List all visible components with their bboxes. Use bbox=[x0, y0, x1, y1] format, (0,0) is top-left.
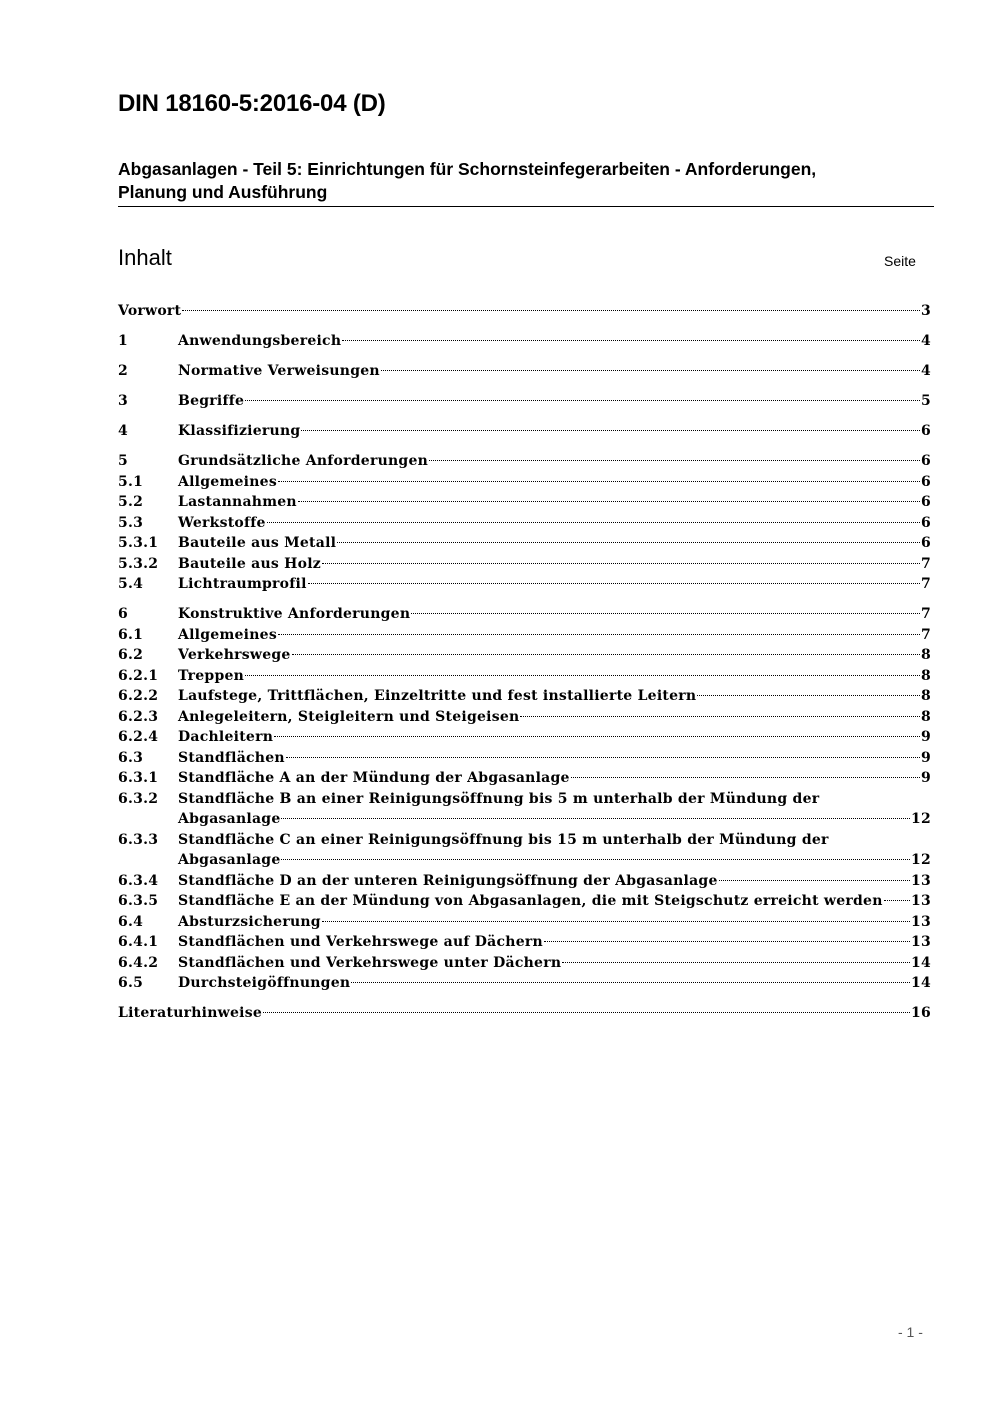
toc-dot-leader bbox=[544, 941, 910, 942]
toc-dot-leader bbox=[322, 921, 910, 922]
toc-entry-title: Abgasanlage bbox=[178, 852, 281, 868]
toc-entry-title: Allgemeines bbox=[178, 473, 277, 490]
toc-dot-leader bbox=[292, 654, 920, 655]
toc-entry-number: 6.2.3 bbox=[118, 708, 159, 725]
toc-entry-title: Standfläche B an einer Reinigungsöffnung bis 5 m unterhalb der Mündung der bbox=[178, 790, 820, 807]
toc-heading: Inhalt bbox=[118, 245, 172, 270]
toc-entry-title: Durchsteigöffnungen bbox=[178, 975, 351, 991]
toc-entry-title: Standflächen bbox=[178, 749, 285, 766]
toc-entry-number: 5.3.1 bbox=[118, 535, 159, 551]
toc-entry-title: Vorwort bbox=[118, 303, 182, 319]
toc-entry-number: 5.4 bbox=[118, 576, 144, 592]
toc-entry-1[interactable] bbox=[118, 331, 931, 352]
toc-entry-page: 8 bbox=[921, 708, 931, 725]
toc-entry-page: 6 bbox=[921, 473, 931, 490]
toc-dot-leader bbox=[298, 501, 920, 502]
toc-entry-5-3[interactable] bbox=[118, 513, 931, 534]
toc-entry-title: Werkstoffe bbox=[178, 514, 266, 531]
toc-entry-6-2-4[interactable] bbox=[118, 727, 931, 748]
toc-entry-number: 6.2 bbox=[118, 647, 144, 663]
toc-entry-title: Standfläche C an einer Reinigungsöffnung bis 15 m unterhalb der Mündung der bbox=[178, 831, 829, 848]
toc-entry-number: 6.5 bbox=[118, 975, 144, 991]
toc-entry-title: Standfläche D an der unteren Reinigungsöffnung der Abgasanlage bbox=[178, 872, 718, 889]
toc-entry-6-3-3[interactable] bbox=[118, 830, 931, 851]
toc-entry-6-3-1[interactable] bbox=[118, 768, 931, 789]
toc-entry-title: Anlegeleitern, Steigleitern und Steigeisen bbox=[178, 708, 520, 725]
toc-entry-6-3-2-continued[interactable] bbox=[118, 809, 931, 830]
toc-entry-title: Lastannahmen bbox=[178, 494, 297, 510]
toc-entry-page: 7 bbox=[921, 576, 931, 592]
toc-entry-6[interactable] bbox=[118, 604, 931, 625]
toc-dot-leader bbox=[562, 962, 910, 963]
toc-dot-leader bbox=[337, 542, 920, 543]
toc-dot-leader bbox=[245, 675, 920, 676]
toc-entry-number: 5.2 bbox=[118, 494, 144, 510]
toc-entry-page: 6 bbox=[921, 535, 931, 551]
toc-entry-3[interactable] bbox=[118, 391, 931, 412]
toc-entry-title: Standflächen und Verkehrswege auf Dächern bbox=[178, 934, 543, 950]
toc-entry-title: Standfläche A an der Mündung der Abgasanlage bbox=[178, 770, 570, 786]
toc-entry-6-2-2[interactable] bbox=[118, 686, 931, 707]
toc-entry-title: Literaturhinweise bbox=[118, 1005, 262, 1021]
toc-entry-number: 6.2.4 bbox=[118, 729, 159, 745]
toc-entry-title: Absturzsicherung bbox=[178, 913, 321, 930]
toc-entry-4[interactable] bbox=[118, 421, 931, 442]
header-divider bbox=[118, 206, 934, 207]
toc-entry-number: 5.1 bbox=[118, 473, 144, 490]
toc-entry-page: 6 bbox=[921, 453, 931, 469]
toc-entry-6-3-5[interactable] bbox=[118, 891, 931, 912]
toc-entry-title: Bauteile aus Holz bbox=[178, 555, 321, 572]
toc-entry-page: 6 bbox=[921, 423, 931, 439]
toc-entry-title: Lichtraumprofil bbox=[178, 576, 307, 592]
table-of-contents bbox=[118, 301, 931, 1024]
toc-entry-title: Klassifizierung bbox=[178, 423, 301, 439]
toc-entry-5-2[interactable] bbox=[118, 492, 931, 513]
toc-dot-leader bbox=[322, 563, 920, 564]
toc-entry-title: Normative Verweisungen bbox=[178, 363, 380, 379]
toc-entry-page: 13 bbox=[911, 913, 931, 930]
toc-entry-page: 13 bbox=[911, 893, 931, 909]
toc-entry-page: 9 bbox=[921, 749, 931, 766]
toc-entry-number: 6 bbox=[118, 606, 128, 622]
toc-entry-page: 13 bbox=[911, 934, 931, 950]
toc-dot-leader bbox=[381, 370, 920, 371]
toc-entry-number: 6.4.1 bbox=[118, 934, 159, 950]
toc-entry-title: Konstruktive Anforderungen bbox=[178, 606, 411, 622]
toc-entry-5[interactable] bbox=[118, 451, 931, 472]
toc-entry-5-3-1[interactable] bbox=[118, 533, 931, 554]
toc-entry-number: 5 bbox=[118, 453, 128, 469]
toc-entry-number: 6.1 bbox=[118, 626, 144, 643]
toc-entry-number: 2 bbox=[118, 363, 128, 379]
toc-dot-leader bbox=[697, 695, 920, 696]
toc-entry-5-3-2[interactable] bbox=[118, 554, 931, 575]
toc-entry-6-3-3-continued[interactable] bbox=[118, 850, 931, 871]
toc-entry-number: 6.3.4 bbox=[118, 872, 159, 889]
toc-entry-title: Treppen bbox=[178, 667, 245, 684]
toc-entry-number: 3 bbox=[118, 393, 128, 409]
toc-entry-literaturhinweise[interactable] bbox=[118, 1003, 931, 1024]
toc-entry-page: 4 bbox=[921, 363, 931, 379]
toc-entry-page: 9 bbox=[921, 770, 931, 786]
toc-dot-leader bbox=[278, 481, 920, 482]
toc-entry-title: Begriffe bbox=[178, 393, 245, 409]
toc-entry-6-4-1[interactable] bbox=[118, 932, 931, 953]
toc-dot-leader bbox=[884, 900, 910, 901]
toc-dot-leader bbox=[182, 310, 920, 311]
toc-dot-leader bbox=[281, 859, 910, 860]
toc-entry-6-3-2[interactable] bbox=[118, 789, 931, 810]
toc-entry-number: 5.3.2 bbox=[118, 555, 159, 572]
toc-entry-page: 9 bbox=[921, 729, 931, 745]
toc-entry-6-2-3[interactable] bbox=[118, 707, 931, 728]
page-number: - 1 - bbox=[898, 1324, 923, 1340]
toc-entry-page: 14 bbox=[911, 975, 931, 991]
toc-entry-number: 6.2.2 bbox=[118, 688, 159, 704]
toc-entry-number: 6.3.5 bbox=[118, 893, 159, 909]
toc-entry-page: 12 bbox=[911, 811, 931, 827]
toc-entry-page: 7 bbox=[921, 555, 931, 572]
toc-entry-title: Standflächen und Verkehrswege unter Dächern bbox=[178, 954, 562, 971]
toc-entry-number: 6.4 bbox=[118, 913, 144, 930]
toc-entry-6-4-2[interactable] bbox=[118, 953, 931, 974]
document-subtitle bbox=[118, 158, 936, 204]
toc-entry-title: Abgasanlage bbox=[178, 811, 281, 827]
toc-entry-number: 6.3.3 bbox=[118, 831, 159, 848]
subtitle-line: Abgasanlagen - Teil 5: Einrichtungen für Schornsteinfegerarbeiten - Anforderungen, bbox=[118, 159, 817, 179]
toc-entry-page: 8 bbox=[921, 667, 931, 684]
toc-entry-6-3-4[interactable] bbox=[118, 871, 931, 892]
toc-entry-page: 6 bbox=[921, 494, 931, 510]
toc-dot-leader bbox=[411, 613, 920, 614]
toc-dot-leader bbox=[719, 880, 910, 881]
toc-entry-6-2-1[interactable] bbox=[118, 666, 931, 687]
toc-entry-6-3[interactable] bbox=[118, 748, 931, 769]
toc-entry-number: 6.2.1 bbox=[118, 667, 159, 684]
toc-entry-6-5[interactable] bbox=[118, 973, 931, 994]
toc-entry-page: 8 bbox=[921, 647, 931, 663]
toc-entry-page: 5 bbox=[921, 393, 931, 409]
document-id: DIN 18160-5:2016-04 (D) bbox=[118, 90, 386, 117]
toc-dot-leader bbox=[267, 522, 920, 523]
toc-dot-leader bbox=[571, 777, 920, 778]
toc-entry-vorwort[interactable] bbox=[118, 301, 931, 322]
toc-entry-page: 13 bbox=[911, 872, 931, 889]
toc-entry-title: Laufstege, Trittflächen, Einzeltritte und fest installierte Leitern bbox=[178, 688, 697, 704]
toc-dot-leader bbox=[308, 583, 920, 584]
toc-dot-leader bbox=[278, 634, 920, 635]
toc-entry-number: 6.3.2 bbox=[118, 790, 159, 807]
toc-dot-leader bbox=[245, 400, 920, 401]
toc-entry-5-4[interactable] bbox=[118, 574, 931, 595]
toc-entry-page: 4 bbox=[921, 333, 931, 349]
toc-entry-number: 4 bbox=[118, 423, 128, 439]
toc-entry-page: 14 bbox=[911, 954, 931, 971]
toc-entry-page: 12 bbox=[911, 852, 931, 868]
toc-entry-title: Allgemeines bbox=[178, 626, 277, 643]
toc-dot-leader bbox=[520, 716, 920, 717]
toc-entry-number: 1 bbox=[118, 333, 128, 349]
toc-dot-leader bbox=[281, 818, 910, 819]
toc-entry-6-1[interactable] bbox=[118, 625, 931, 646]
toc-entry-page: 8 bbox=[921, 688, 931, 704]
toc-dot-leader bbox=[351, 982, 910, 983]
toc-entry-6-2[interactable] bbox=[118, 645, 931, 666]
toc-entry-page: 16 bbox=[911, 1005, 931, 1021]
toc-entry-number: 6.3.1 bbox=[118, 770, 159, 786]
toc-entry-page: 6 bbox=[921, 514, 931, 531]
toc-entry-page: 7 bbox=[921, 606, 931, 622]
toc-dot-leader bbox=[274, 736, 920, 737]
toc-dot-leader bbox=[429, 460, 920, 461]
toc-entry-6-4[interactable] bbox=[118, 912, 931, 933]
toc-entry-page: 3 bbox=[921, 303, 931, 319]
toc-entry-5-1[interactable] bbox=[118, 472, 931, 493]
toc-entry-title: Standfläche E an der Mündung von Abgasanlagen, die mit Steigschutz erreicht werden bbox=[178, 893, 883, 909]
toc-entry-title: Bauteile aus Metall bbox=[178, 535, 337, 551]
subtitle-line: Planung und Ausführung bbox=[118, 182, 328, 202]
toc-dot-leader bbox=[263, 1012, 910, 1013]
toc-entry-title: Dachleitern bbox=[178, 729, 274, 745]
toc-entry-title: Grundsätzliche Anforderungen bbox=[178, 453, 429, 469]
toc-entry-title: Verkehrswege bbox=[178, 647, 291, 663]
toc-entry-number: 6.4.2 bbox=[118, 954, 159, 971]
toc-page-label: Seite bbox=[884, 253, 916, 269]
toc-dot-leader bbox=[286, 757, 920, 758]
toc-dot-leader bbox=[342, 340, 920, 341]
toc-entry-2[interactable] bbox=[118, 361, 931, 382]
toc-entry-number: 5.3 bbox=[118, 514, 144, 531]
toc-entry-page: 7 bbox=[921, 626, 931, 643]
toc-entry-title: Anwendungsbereich bbox=[178, 333, 342, 349]
toc-dot-leader bbox=[301, 430, 920, 431]
toc-entry-number: 6.3 bbox=[118, 749, 144, 766]
